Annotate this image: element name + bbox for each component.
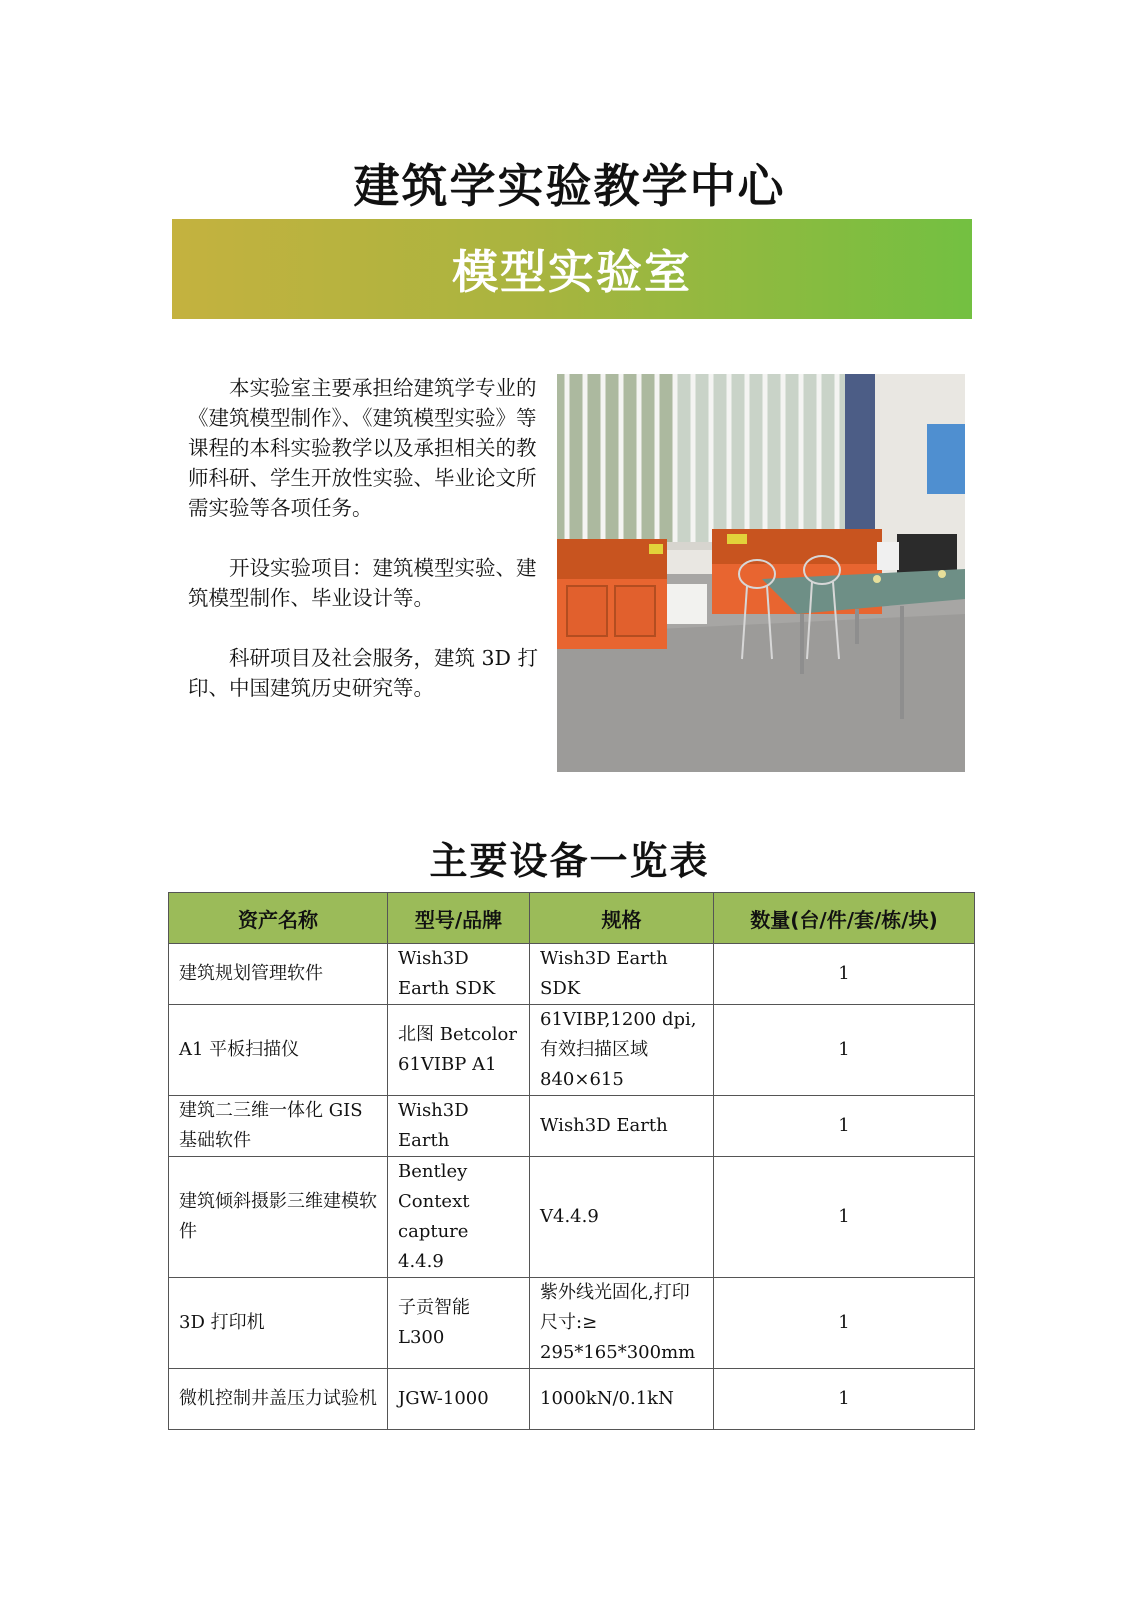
asset-name: 建筑二三维一体化 GIS 基础软件 bbox=[169, 1096, 388, 1157]
table-row bbox=[169, 1005, 975, 1096]
lab-banner bbox=[172, 219, 972, 319]
asset-quantity: 1 bbox=[714, 1157, 975, 1278]
asset-quantity: 1 bbox=[714, 1278, 975, 1369]
asset-spec: Wish3D Earth bbox=[530, 1096, 714, 1157]
table-row bbox=[169, 1369, 975, 1430]
table-row bbox=[169, 944, 975, 1005]
asset-quantity: 1 bbox=[714, 1369, 975, 1430]
lab-photo-illustration bbox=[557, 374, 965, 772]
asset-model: Bentley Context capture 4.4.9 bbox=[388, 1157, 530, 1278]
asset-name: A1 平板扫描仪 bbox=[169, 1005, 388, 1096]
asset-model: Wish3D Earth bbox=[388, 1096, 530, 1157]
lab-name: 模型实验室 bbox=[452, 245, 692, 299]
table-row bbox=[169, 1096, 975, 1157]
asset-quantity: 1 bbox=[714, 1005, 975, 1096]
column-header: 资产名称 bbox=[169, 893, 388, 944]
asset-model: 北图 Betcolor 61VIBP A1 bbox=[388, 1005, 530, 1096]
intro-text bbox=[188, 373, 538, 733]
asset-quantity: 1 bbox=[714, 944, 975, 1005]
asset-model: JGW-1000 bbox=[388, 1369, 530, 1430]
asset-spec: 61VIBP,1200 dpi,有效扫描区域 840×615 bbox=[530, 1005, 714, 1096]
asset-spec: V4.4.9 bbox=[530, 1157, 714, 1278]
page-title: 建筑学实验教学中心 bbox=[353, 159, 786, 213]
asset-model: Wish3D Earth SDK bbox=[388, 944, 530, 1005]
asset-model: 子贡智能 L300 bbox=[388, 1278, 530, 1369]
column-header: 数量(台/件/套/栋/块) bbox=[714, 893, 975, 944]
column-header: 规格 bbox=[530, 893, 714, 944]
asset-spec: 1000kN/0.1kN bbox=[530, 1369, 714, 1430]
intro-paragraph: 本实验室主要承担给建筑学专业的《建筑模型制作》、《建筑模型实验》等课程的本科实验教学以及承担相关的教师科研、学生开放性实验、毕业论文所需实验等各项任务。 bbox=[188, 376, 537, 520]
lab-photo bbox=[557, 374, 965, 772]
table-row bbox=[169, 1278, 975, 1369]
table-header-row bbox=[169, 893, 975, 944]
asset-name: 3D 打印机 bbox=[169, 1278, 388, 1369]
equipment-table bbox=[168, 892, 975, 1430]
asset-name: 建筑规划管理软件 bbox=[169, 944, 388, 1005]
asset-name: 微机控制井盖压力试验机 bbox=[169, 1369, 388, 1430]
intro-paragraph: 科研项目及社会服务，建筑 3D 打印、中国建筑历史研究等。 bbox=[188, 646, 539, 700]
table-row bbox=[169, 1157, 975, 1278]
column-header: 型号/品牌 bbox=[388, 893, 530, 944]
intro-paragraph: 开设实验项目：建筑模型实验、建筑模型制作、毕业设计等。 bbox=[188, 556, 537, 610]
asset-name: 建筑倾斜摄影三维建模软件 bbox=[169, 1157, 388, 1278]
asset-spec: Wish3D Earth SDK bbox=[530, 944, 714, 1005]
equipment-table-title: 主要设备一览表 bbox=[429, 839, 710, 883]
asset-spec: 紫外线光固化,打印尺寸:≥ 295*165*300mm bbox=[530, 1278, 714, 1369]
asset-quantity: 1 bbox=[714, 1096, 975, 1157]
